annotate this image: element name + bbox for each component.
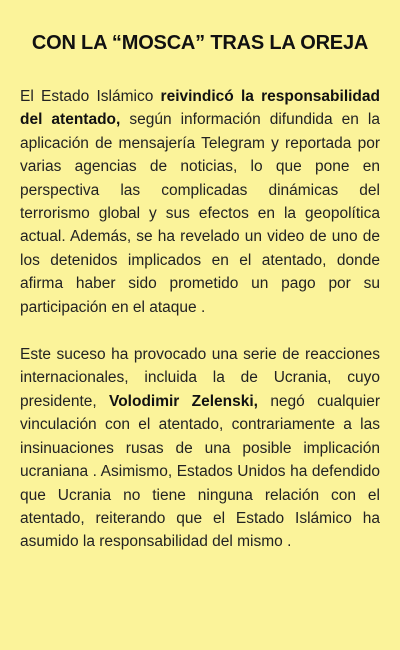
paragraph-2-text-start: Este suceso ha provocado una serie de reacciones internacionales, incluida la de Ucrania, cuyo presidente, bbox=[20, 346, 380, 410]
article-paragraph-1 bbox=[20, 85, 380, 319]
paragraph-1-text-start: El Estado Islámico bbox=[20, 88, 161, 105]
paragraph-2-highlight: Volodimir Zelenski, bbox=[109, 392, 258, 410]
paragraph-2-text-end: negó cualquier vinculación con el atentado, contrariamente a las insinuaciones rusas de una posible implicación ucraniana . Asimismo, Estados Unidos ha defendido que Ucrania no tiene ninguna relación con el atentado, reiterando que el Estado Islámico ha asumido la responsabilidad del mismo . bbox=[20, 392, 381, 551]
article-title: CON LA “MOSCA” TRAS LA OREJA bbox=[31, 32, 369, 54]
article-paragraph-2 bbox=[20, 343, 380, 554]
paragraph-1-text-end: según información difundida en la aplicación de mensajería Telegram y reportada por varias agencias de noticias, lo que pone en perspectiva las complicadas dinámicas del terrorismo global y sus efectos en la geopolítica actual. Además, se ha revelado un video de uno de los detenidos implicados en el atentado, donde afirma haber sido prometido un pago por su participación en el ataque . bbox=[20, 111, 380, 316]
paragraph-1-highlight: reivindicó la responsabilidad del atentado, bbox=[20, 88, 380, 129]
